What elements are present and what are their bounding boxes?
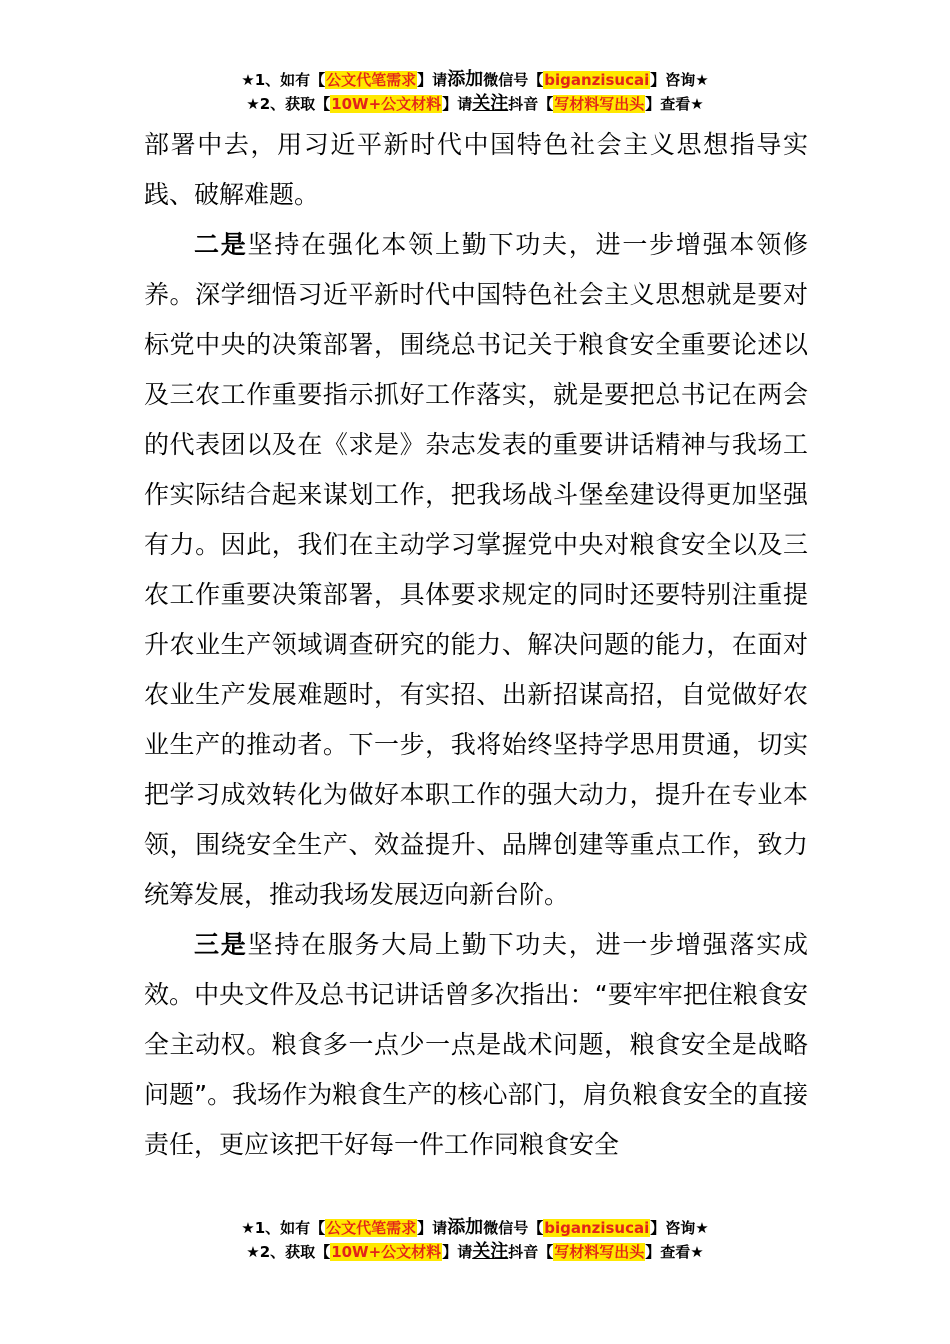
highlight-materials: 10W+公文材料 [331, 95, 442, 113]
banner-emphasis: 添加 [447, 69, 484, 90]
banner-text: 2、获取【 [259, 1243, 331, 1261]
banner-text: 1、如有【 [254, 71, 326, 89]
banner-text: 】咨询 [650, 71, 696, 89]
paragraph-lead: 三是 [194, 930, 248, 959]
highlight-wechat-id: biganzisucai [544, 71, 650, 89]
banner-emphasis: 关注 [472, 93, 509, 114]
star-icon: ★ [241, 1219, 255, 1237]
star-icon: ★ [690, 1243, 704, 1261]
footer-line-1 [0, 1216, 950, 1240]
highlight-douyin-account: 写材料写出头 [554, 1243, 645, 1261]
footer-line-2 [0, 1240, 950, 1264]
star-icon: ★ [695, 71, 709, 89]
banner-text: 微信号【 [483, 1219, 544, 1237]
star-icon: ★ [246, 1243, 260, 1261]
banner-emphasis: 添加 [447, 1217, 484, 1238]
banner-emphasis: 关注 [472, 1241, 509, 1262]
highlight-wechat-id: biganzisucai [544, 1219, 650, 1237]
paragraph-text: 坚持在强化本领上勤下功夫，进一步增强本领修养。深学细悟习近平新时代中国特色社会主义思想就是要对标党中央的决策部署，围绕总书记关于粮食安全重要论述以及三农工作重要指示抓好工作落实，就是要把总书记在两会的代表团以及在《求是》杂志发表的重要讲话精神与我场工作实际结合起来谋划工作，把我场战斗堡垒建设得更加坚强有力。因此，我们在主动学习掌握党中央对粮食安全以及三农工作重要决策部署，具体要求规定的同时还要特别注重提升农业生产领域调查研究的能力、解决问题的能力，在面对农业生产发展难题时，有实招、出新招谋高招，自觉做好农业生产的推动者。下一步，我将始终坚持学思用贯通，切实把学习成效转化为做好本职工作的强大动力，提升在专业本领，围绕安全生产、效益提升、品牌创建等重点工作，致力统筹发展，推动我场发展迈向新台阶。 [144, 230, 808, 909]
banner-text: 】查看 [645, 1243, 691, 1261]
highlight-service: 公文代笔需求 [326, 71, 417, 89]
banner-text: 抖音【 [508, 1243, 554, 1261]
paragraph-1 [144, 120, 808, 220]
paragraph-2 [144, 220, 808, 920]
banner-text: 】请 [442, 1243, 473, 1261]
document-body [144, 120, 808, 1170]
star-icon: ★ [246, 95, 260, 113]
banner-text: 】请 [442, 95, 473, 113]
banner-text: 】请 [417, 71, 448, 89]
paragraph-lead: 二是 [194, 230, 248, 259]
banner-text: 】咨询 [650, 1219, 696, 1237]
star-icon: ★ [695, 1219, 709, 1237]
highlight-materials: 10W+公文材料 [331, 1243, 442, 1261]
paragraph-3 [144, 920, 808, 1170]
banner-text: 1、如有【 [254, 1219, 326, 1237]
paragraph-text: 部署中去，用习近平新时代中国特色社会主义思想指导实践、破解难题。 [144, 130, 808, 209]
star-icon: ★ [241, 71, 255, 89]
banner-text: 抖音【 [508, 95, 554, 113]
banner-text: 微信号【 [483, 71, 544, 89]
footer-banner [0, 1216, 950, 1264]
header-line-2 [0, 92, 950, 116]
banner-text: 】查看 [645, 95, 691, 113]
highlight-service: 公文代笔需求 [326, 1219, 417, 1237]
banner-text: 2、获取【 [259, 95, 331, 113]
banner-text: 】请 [417, 1219, 448, 1237]
header-banner [0, 68, 950, 116]
header-line-1 [0, 68, 950, 92]
paragraph-text: 坚持在服务大局上勤下功夫，进一步增强落实成效。中央文件及总书记讲话曾多次指出：“要牢牢把住粮食安全主动权。粮食多一点少一点是战术问题，粮食安全是战略问题”。我场作为粮食生产的核心部门，肩负粮食安全的直接责任，更应该把干好每一件工作同粮食安全 [144, 930, 808, 1159]
star-icon: ★ [690, 95, 704, 113]
highlight-douyin-account: 写材料写出头 [554, 95, 645, 113]
